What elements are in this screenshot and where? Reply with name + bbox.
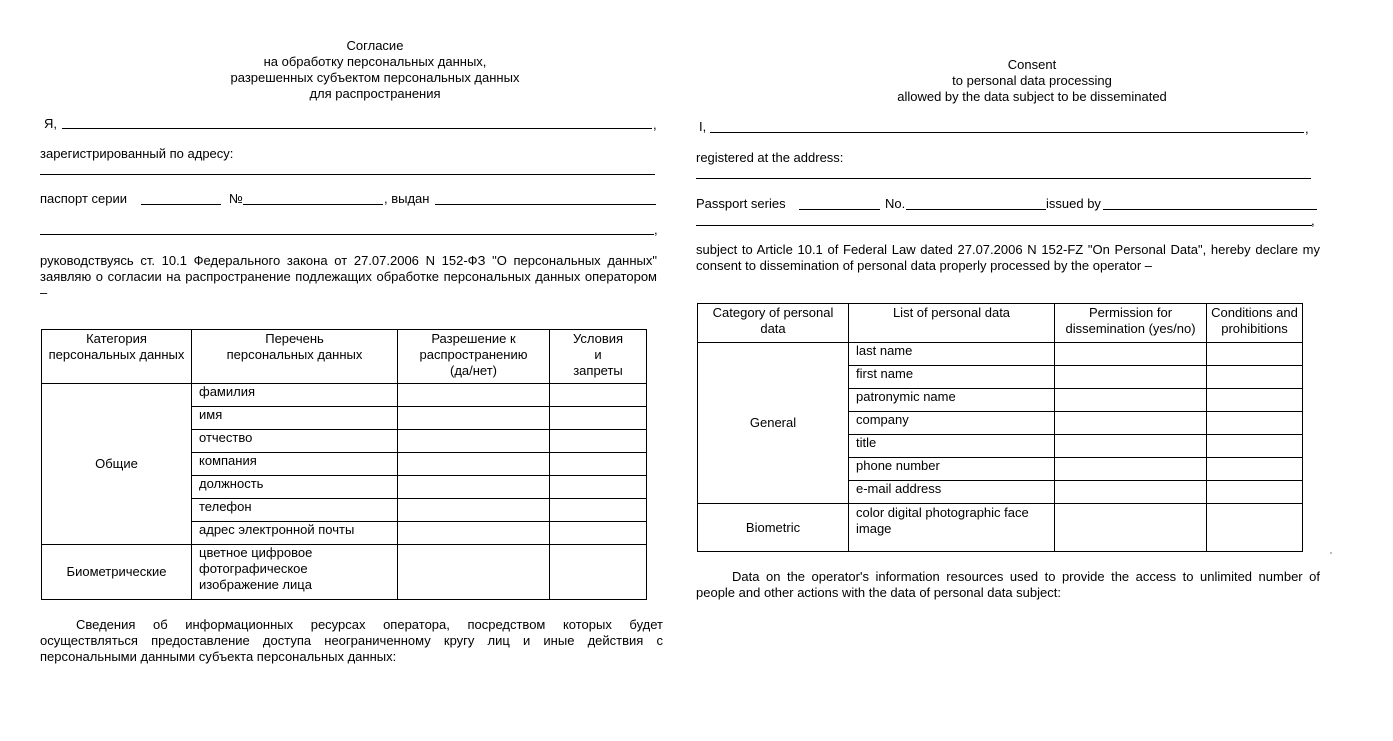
en-conditions-cell[interactable]	[1207, 366, 1303, 389]
ru-passport-no-label: №	[229, 191, 243, 206]
en-info-line: people and other actions with the data of personal data subject:	[696, 585, 1061, 600]
en-biometric-item: color digital photographic face image	[856, 505, 1029, 536]
en-permission-cell[interactable]	[1055, 481, 1207, 504]
en-permission-cell[interactable]	[1055, 458, 1207, 481]
en-passport-no-label: No.	[885, 196, 906, 211]
en-consent-table	[697, 303, 1303, 552]
ru-header-conditions	[550, 330, 647, 384]
en-general-category: General	[698, 343, 849, 504]
ru-address-field[interactable]	[40, 174, 655, 175]
en-end-comma: ,	[1311, 213, 1315, 228]
en-item-label: company	[849, 412, 1055, 435]
ru-info	[40, 617, 663, 665]
en-conditions-cell[interactable]	[1207, 343, 1303, 366]
ru-passport-series-label: паспорт серии	[40, 191, 128, 206]
ru-statement-line: заявляю о согласии на распространение подлежащих обработке персональных данных оператором	[40, 269, 657, 284]
en-item-label: title	[849, 435, 1055, 458]
en-header-permission-text: Permission for dissemination (yes/no)	[1065, 305, 1196, 336]
en-header-category	[698, 304, 849, 343]
ru-i-prefix: Я,	[44, 116, 57, 131]
ru-item-label: компания	[192, 453, 398, 476]
ru-permission-cell[interactable]	[398, 545, 550, 600]
en-info	[696, 569, 1320, 601]
en-item-label: e-mail address	[849, 481, 1055, 504]
ru-title	[175, 38, 575, 102]
ru-i-suffix: ,	[653, 117, 657, 132]
en-header-category-text: Category of personal data	[712, 305, 834, 336]
en-passport-series-label: Passport series	[696, 196, 786, 211]
ru-statement-line: –	[40, 285, 48, 300]
en-item-label: last name	[849, 343, 1055, 366]
en-permission-cell[interactable]	[1055, 412, 1207, 435]
ru-conditions-cell[interactable]	[550, 522, 647, 545]
ru-permission-cell[interactable]	[398, 499, 550, 522]
ru-biometric-category: Биометрические	[42, 545, 192, 600]
en-header-list: List of personal data	[849, 304, 1055, 343]
ru-header-category: Категория персональных данных	[42, 330, 192, 384]
ru-permission-cell[interactable]	[398, 384, 550, 407]
en-item-label	[849, 504, 1055, 552]
en-statement	[696, 242, 1320, 274]
ru-conditions-cell[interactable]	[550, 499, 647, 522]
en-permission-cell[interactable]	[1055, 389, 1207, 412]
ru-header-permission	[398, 330, 550, 384]
ru-conditions-cell[interactable]	[550, 453, 647, 476]
en-i-prefix: I,	[699, 119, 707, 134]
ru-passport-series-field[interactable]	[141, 204, 221, 205]
ru-title-line: для распространения	[309, 86, 441, 101]
ru-conditions-cell[interactable]	[550, 384, 647, 407]
ru-info-line: персональными данными субъекта персональных данных:	[40, 649, 397, 664]
ru-statement-line: руководствуясь ст. 10.1 Федерального закона от 27.07.2006 N 152-ФЗ "О персональных данных"	[40, 253, 657, 268]
ru-permission-cell[interactable]	[398, 430, 550, 453]
en-title	[832, 57, 1232, 105]
ru-conditions-cell[interactable]	[550, 430, 647, 453]
ru-item-label: телефон	[192, 499, 398, 522]
en-address-field[interactable]	[696, 178, 1311, 179]
ru-issued-field-2[interactable]	[40, 234, 654, 235]
en-statement-line: consent to dissemination of personal data properly processed by the operator –	[696, 258, 1152, 273]
ru-permission-cell[interactable]	[398, 476, 550, 499]
ru-item-label: отчество	[192, 430, 398, 453]
ru-consent-table	[41, 329, 647, 600]
en-header-permission	[1055, 304, 1207, 343]
en-i-suffix: ,	[1305, 121, 1309, 136]
ru-issued-field[interactable]	[435, 204, 656, 205]
en-conditions-cell[interactable]	[1207, 389, 1303, 412]
ru-permission-cell[interactable]	[398, 453, 550, 476]
en-item-label: phone number	[849, 458, 1055, 481]
ru-item-label: фамилия	[192, 384, 398, 407]
en-conditions-cell[interactable]	[1207, 412, 1303, 435]
en-title-line: to personal data processing	[952, 73, 1112, 88]
ru-address-label: зарегистрированный по адресу:	[40, 146, 234, 161]
en-conditions-cell[interactable]	[1207, 481, 1303, 504]
ru-name-field[interactable]	[62, 128, 652, 129]
en-permission-cell[interactable]	[1055, 343, 1207, 366]
ru-permission-cell[interactable]	[398, 522, 550, 545]
ru-info-line: Сведения об информационных ресурсах оператора, посредством которых будет	[76, 617, 663, 632]
ru-biometric-item: цветное цифровое фотографическое изображение лица	[199, 545, 313, 592]
en-address-label: registered at the address:	[696, 150, 844, 165]
en-header-conditions-text: Conditions and prohibitions	[1211, 305, 1298, 336]
scan-speck	[1330, 552, 1332, 554]
ru-item-label: адрес электронной почты	[192, 522, 398, 545]
en-info-line: Data on the operator's information resources used to provide the access to unlimited number of	[732, 569, 1320, 584]
en-issued-field[interactable]	[1103, 209, 1317, 210]
en-permission-cell[interactable]	[1055, 366, 1207, 389]
en-item-label: patronymic name	[849, 389, 1055, 412]
ru-header-list-text: Перечень персональных данных	[226, 331, 363, 362]
ru-statement	[40, 253, 657, 301]
en-biometric-category: Biometric	[698, 504, 849, 552]
ru-conditions-cell[interactable]	[550, 476, 647, 499]
en-permission-cell[interactable]	[1055, 504, 1207, 552]
ru-title-line: разрешенных субъектом персональных данных	[230, 70, 520, 85]
ru-title-line: на обработку персональных данных,	[263, 54, 487, 69]
en-title-line: Consent	[1007, 57, 1057, 72]
en-conditions-cell[interactable]	[1207, 504, 1303, 552]
en-passport-issued-label: issued by	[1046, 196, 1101, 211]
ru-passport-issued-label: , выдан	[384, 191, 430, 206]
en-statement-line: subject to Article 10.1 of Federal Law dated 27.07.2006 N 152-FZ "On Personal Data", hereby declare my	[696, 242, 1320, 257]
en-issued-field-2[interactable]	[696, 225, 1312, 226]
ru-conditions-cell[interactable]	[550, 545, 647, 600]
en-passport-series-field[interactable]	[799, 209, 880, 210]
en-header-conditions	[1207, 304, 1303, 343]
ru-end-comma: ,	[654, 222, 658, 237]
ru-info-line: осуществляться предоставление доступа неограниченному кругу лиц и иные действия с	[40, 633, 663, 648]
ru-header-conditions-text: Условия и запреты	[572, 331, 624, 378]
ru-item-label	[192, 545, 398, 600]
ru-passport-no-field[interactable]	[243, 204, 383, 205]
en-passport-no-field[interactable]	[906, 209, 1046, 210]
ru-item-label: должность	[192, 476, 398, 499]
en-conditions-cell[interactable]	[1207, 458, 1303, 481]
ru-general-category: Общие	[42, 384, 192, 545]
ru-item-label: имя	[192, 407, 398, 430]
en-title-line: allowed by the data subject to be disseminated	[897, 89, 1167, 104]
en-name-field[interactable]	[710, 132, 1304, 133]
ru-header-permission-text: Разрешение к распространению (да/нет)	[419, 331, 528, 378]
ru-permission-cell[interactable]	[398, 407, 550, 430]
ru-title-line: Согласие	[346, 38, 404, 53]
ru-header-list	[192, 330, 398, 384]
ru-conditions-cell[interactable]	[550, 407, 647, 430]
en-permission-cell[interactable]	[1055, 435, 1207, 458]
en-item-label: first name	[849, 366, 1055, 389]
en-conditions-cell[interactable]	[1207, 435, 1303, 458]
